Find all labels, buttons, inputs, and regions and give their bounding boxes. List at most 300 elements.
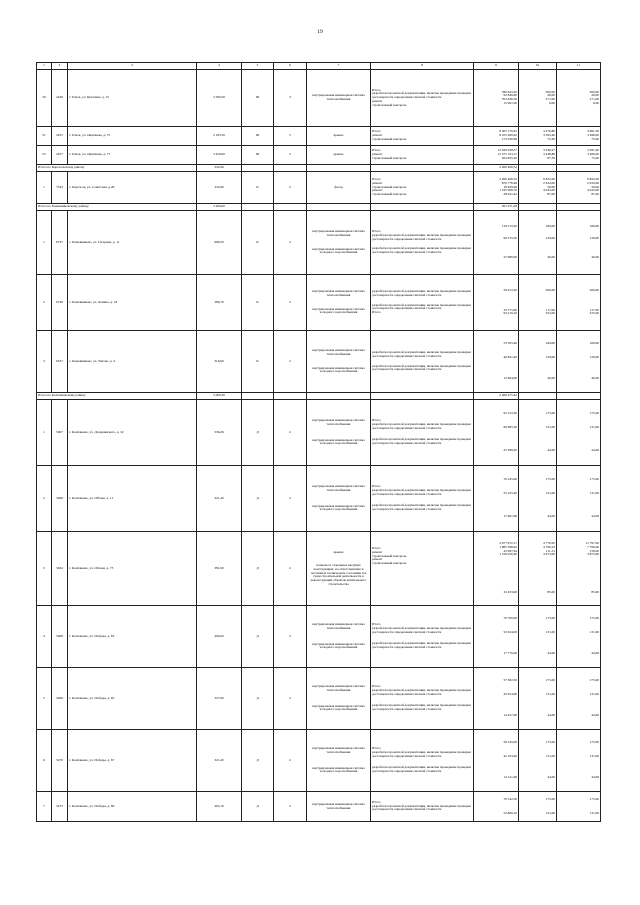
house-address: с. Кожевниково, ул. Титова, д. 4	[68, 331, 197, 393]
limit-value: 300,00	[589, 89, 599, 94]
summary-label: Итого по Каргасокскому району	[37, 165, 197, 172]
rate-value: 3 546,27	[543, 148, 555, 153]
wall-material: III	[242, 70, 274, 127]
cost-value: 33 575,90	[503, 307, 517, 312]
limit-value: 44,00	[591, 448, 599, 453]
rate-value: 4 770,65	[543, 541, 555, 546]
limit-per-unit	[557, 730, 601, 792]
design-label: разработка проектной документации, включая проведение проверки достоверности определения сметной стоимости	[372, 437, 471, 445]
limit-value: 85,00	[591, 590, 599, 594]
cost-value: 70 542,50	[503, 796, 517, 801]
table-row	[37, 792, 601, 822]
limit-value: 129,00	[589, 354, 599, 359]
house-area: 403,10	[197, 792, 242, 822]
cost	[474, 400, 519, 466]
cost-value: 17 776,00	[503, 651, 517, 656]
table-row	[37, 146, 601, 165]
col-header: 8	[371, 63, 474, 70]
design-label: разработка проектной документации, включая проведение проверки достоверности определения сметной стоимости	[372, 765, 471, 773]
col-header: 10	[519, 63, 557, 70]
work-type	[307, 275, 371, 331]
row-number: 1	[37, 172, 52, 204]
limit-value: 131,00	[589, 490, 599, 495]
design-label: разработка проектной документации, включая проведение проверки достоверности определения сметной стоимости	[372, 749, 471, 758]
work-type-item: внутридомовая инженерная система теплоснабжения	[312, 746, 365, 754]
cost	[474, 466, 519, 532]
cost-value: 264 825,20	[501, 155, 517, 160]
limit-value: 2 634,00	[587, 180, 599, 185]
cost-value: 52 924,00	[503, 629, 517, 634]
limit-value: 40,00	[591, 255, 599, 260]
summary-cost: 2 269 406,52	[474, 165, 519, 172]
limit-per-unit	[557, 172, 601, 204]
house-id: 5498	[52, 466, 68, 532]
rate-value: 2 634,00	[543, 180, 555, 185]
limit-per-unit	[557, 146, 601, 165]
cost	[474, 532, 519, 606]
design-label: разработка проектной документации, включая проведение проверки достоверности определения сметной стоимости	[372, 703, 471, 711]
house-address: г. Томск, ул. Ощепкова, д. 75	[68, 127, 197, 146]
total-label: Итого	[372, 310, 381, 314]
cost-value: 93 219,10	[503, 311, 517, 316]
col-header: 1	[37, 63, 52, 70]
floors: 2	[274, 730, 307, 792]
limit-value: 169,00	[589, 223, 599, 228]
col-header: 11	[557, 63, 601, 70]
wall-material: К	[242, 331, 274, 393]
cost	[474, 127, 519, 146]
limit-value: 87,00	[591, 192, 599, 196]
supervision-label: строительный контроль	[372, 561, 407, 565]
work-type-item: внутридомовая инженерная система холодного водоснабжения	[312, 703, 365, 712]
rate-value: 175,00	[545, 796, 555, 801]
work-type	[307, 606, 371, 668]
supervision-label: строительный контроль	[372, 102, 407, 107]
cost-value: 702 836,50	[501, 97, 517, 101]
work-type-item: внутридомовая инженерная система холодного водоснабжения	[312, 365, 365, 374]
repair-label: ремонт	[372, 180, 383, 185]
cost	[474, 275, 519, 331]
house-area: 404,00	[197, 606, 242, 668]
table-row	[37, 275, 601, 331]
limit-value: 3 561,00	[587, 148, 599, 153]
rate-value: 175,00	[545, 410, 555, 415]
limit-value: 131,00	[589, 424, 599, 429]
rate-value: 131,00	[545, 810, 555, 815]
cost	[474, 730, 519, 792]
house-id: 2455	[52, 127, 68, 146]
work-type-item: внутридомовая инженерная система холодного водоснабжения	[312, 503, 365, 512]
work-type	[307, 400, 371, 466]
wall-material: К	[242, 172, 274, 204]
work-detail	[371, 606, 474, 668]
limit-value: 175,00	[589, 796, 599, 801]
cost-value: 2 077 972,17	[499, 541, 517, 546]
work-type-item: внутридомовая инженерная система холодного водоснабжения	[312, 765, 365, 774]
col-header: 7	[307, 63, 371, 70]
table-row	[37, 466, 601, 532]
house-area: 286,70	[197, 275, 242, 331]
summary-label: Итого по Кожевниковскому району	[37, 204, 197, 211]
house-area: 327,90	[197, 668, 242, 730]
wall-material: Д	[242, 668, 274, 730]
house-area: 536,26	[197, 400, 242, 466]
cost-value: 40 841,40	[503, 354, 517, 359]
limit-value: 131,00	[589, 629, 599, 634]
limit-per-unit	[557, 211, 601, 275]
limit-value: 175,00	[589, 677, 599, 682]
rate-value: 6,00	[549, 100, 555, 105]
col-header: 9	[474, 63, 519, 70]
cost-value: 90 235,50	[503, 235, 517, 240]
cost-value: 27 980,00	[503, 255, 517, 260]
row-number: 1	[37, 211, 52, 275]
house-address: г. Томск, ул. Ощепкова, д. 77	[68, 146, 197, 165]
rate-value: 4 706,32	[543, 544, 555, 549]
cost-per-unit	[519, 400, 557, 466]
col-header: 6	[274, 63, 307, 70]
cost-per-unit	[519, 668, 557, 730]
floors: 2	[274, 532, 307, 606]
rate-value: 111,31	[545, 548, 555, 553]
total-label: Итого	[372, 684, 381, 689]
cost-value: 18 629,96	[503, 184, 517, 189]
cost-per-unit	[519, 792, 557, 822]
work-detail	[371, 792, 474, 822]
house-id: 7343	[52, 172, 68, 204]
house-id: 5464	[52, 532, 68, 606]
cost-value: 23 589,20	[503, 448, 517, 453]
floors: 2	[274, 275, 307, 331]
district-summary-row	[37, 204, 601, 211]
total-label: Итого	[372, 484, 381, 489]
total-label: Итого	[372, 546, 381, 551]
house-address: г. Колпашево, ул. Победы, д. 63	[68, 606, 197, 668]
capital-repair-table	[36, 62, 601, 822]
repair-label: ремонт	[372, 98, 383, 103]
rate-value: 87,39	[547, 155, 555, 160]
limit-value: 325,00	[589, 311, 599, 316]
repair-label: ремонт	[372, 152, 383, 157]
house-address: г. Колпашево, ул. Обская, д. 73	[68, 532, 197, 606]
rate-value: 117,00	[545, 307, 555, 312]
cost-per-unit	[519, 466, 557, 532]
rate-value: 6 822,00	[543, 177, 555, 182]
design-label: разработка проектной документации, включая проведение проверки достоверности определения сметной стоимости	[372, 687, 471, 696]
floors: 2	[274, 466, 307, 532]
limit-per-unit	[557, 275, 601, 331]
cost-value: 28 941,42	[503, 192, 517, 196]
cost-per-unit	[519, 606, 557, 668]
rate-value: 300,00	[545, 89, 555, 94]
house-area: 421,40	[197, 466, 242, 532]
limit-value: 75,00	[591, 136, 599, 141]
limit-value: 56,00	[591, 184, 599, 189]
house-id: 6327	[52, 331, 68, 393]
limit-per-unit	[557, 70, 601, 127]
cost-value: 53 505,40	[503, 340, 517, 345]
wall-material: Д	[242, 532, 274, 606]
table-row	[37, 127, 601, 146]
row-number: 6	[37, 730, 52, 792]
cost-value: 32 453,00	[503, 590, 517, 594]
work-type-item: внутридомовая инженерная система теплоснабжения	[312, 229, 365, 237]
work-type-item: внутридомовая инженерная система теплоснабжения	[312, 484, 365, 492]
work-detail	[371, 275, 474, 331]
floors: 2	[274, 668, 307, 730]
limit-value: 44,00	[591, 514, 599, 519]
table-row	[37, 400, 601, 466]
house-id: 5469	[52, 668, 68, 730]
limit-value: 131,00	[589, 753, 599, 758]
floors: 3	[274, 70, 307, 127]
row-number: 7	[37, 792, 52, 822]
limit-per-unit	[557, 400, 601, 466]
rate-value: 206,00	[545, 287, 555, 292]
house-id: 6737	[52, 211, 68, 275]
floors: 2	[274, 172, 307, 204]
house-area: 316,60	[197, 331, 242, 393]
design-label: разработка проектной документации, включая проведение проверки достоверности определения сметной стоимости	[372, 421, 471, 430]
work-type-item: внутридомовая инженерная система холодного водоснабжения	[312, 437, 365, 446]
work-type: внутридомовая инженерная система теплоснабжения	[307, 70, 371, 127]
rate-value: 3 393,46	[543, 133, 555, 138]
limit-value: 271,00	[589, 97, 599, 101]
supervision-label: строительный контроль	[372, 184, 407, 189]
floors: 2	[274, 606, 307, 668]
floors: 2	[274, 331, 307, 393]
floors: 2	[274, 211, 307, 275]
rate-value: 129,00	[545, 354, 555, 359]
work-detail	[371, 466, 474, 532]
total-label: Итого	[372, 148, 381, 153]
work-detail	[371, 532, 474, 606]
row-number: 51	[37, 127, 52, 146]
house-address: г. Колпашево, ул. Обская, д. 11	[68, 466, 197, 532]
cost-value: 42 103,40	[503, 753, 517, 758]
limit-per-unit	[557, 606, 601, 668]
row-number: 50	[37, 70, 52, 127]
cost-per-unit	[519, 146, 557, 165]
house-address: с. Кожевниково, ул. Гагарина, д. 11	[68, 211, 197, 275]
cost-value: 12 639 928,37	[497, 148, 517, 153]
work-type-item: внутридомовая инженерная система холодного водоснабжения	[312, 246, 365, 255]
cost-value: 62 846,00	[503, 93, 517, 98]
limit-per-unit	[557, 792, 601, 822]
cost	[474, 172, 519, 204]
limit-value: 169,00	[589, 340, 599, 345]
house-area: 321,40	[197, 730, 242, 792]
repair-label: ремонт	[372, 549, 383, 554]
work-type	[307, 532, 371, 606]
cost-per-unit	[519, 532, 557, 606]
district-summary-row	[37, 393, 601, 400]
house-address: г. Колпашево, ул. Дзержинского, д. 32	[68, 400, 197, 466]
table-row	[37, 172, 601, 204]
wall-material: Д	[242, 730, 274, 792]
rate-value: 44,00	[547, 514, 555, 519]
work-detail	[371, 211, 474, 275]
rate-value: 175,00	[545, 476, 555, 481]
work-type: внутридомовая инженерная система теплоснабжения	[307, 792, 371, 822]
design-label: разработка проектной документации, включая проведение проверки достоверности определения сметной стоимости	[372, 503, 471, 511]
cost-per-unit	[519, 730, 557, 792]
limit-value: 175,00	[589, 476, 599, 481]
rate-value: 325,00	[545, 311, 555, 316]
cost-value: 15 061,00	[503, 100, 517, 105]
work-type	[307, 211, 371, 275]
work-type-item: крыша	[333, 549, 344, 554]
wall-material: Д	[242, 466, 274, 532]
col-header: 4	[197, 63, 242, 70]
design-label: разработка проектной документации, включая проведение проверки достоверности определения сметной стоимости	[372, 803, 471, 812]
cost-value: 780 643,20	[501, 89, 517, 94]
row-number: 2	[37, 466, 52, 532]
cost-value: 14 141,60	[503, 775, 517, 780]
work-type	[307, 331, 371, 393]
cost	[474, 70, 519, 127]
limit-value: 75,00	[591, 155, 599, 160]
cost-value: 8 105 269,92	[499, 133, 517, 138]
cost-value: 172 930,89	[501, 136, 517, 141]
limit-value: 3 873,00	[587, 552, 599, 557]
work-detail	[371, 146, 474, 165]
floors: 5	[274, 127, 307, 146]
cost-per-unit	[519, 275, 557, 331]
cost-value: 8 305 170,81	[499, 129, 517, 134]
wall-material: Д	[242, 606, 274, 668]
row-number: 4	[37, 606, 52, 668]
rate-value: 44,00	[547, 651, 555, 656]
work-type: крыша	[307, 127, 371, 146]
work-type	[307, 668, 371, 730]
row-number: 3	[37, 532, 52, 606]
house-address: г. Колпашево, ул. Победы, д. 65	[68, 668, 197, 730]
floors: 2	[274, 792, 307, 822]
work-type	[307, 730, 371, 792]
house-area: 381,90	[197, 532, 242, 606]
house-address: с. Каргасок, ул. Советская, д.29	[68, 172, 197, 204]
cost	[474, 606, 519, 668]
rate-value: 3 448,86	[543, 152, 555, 157]
cost-value: 118 213,20	[501, 223, 517, 228]
cost-value: 17 661,60	[503, 514, 517, 519]
design-label: разработка проектной документации, включая проведение проверки достоверности определения сметной стоимости	[372, 91, 471, 100]
rate-value: 3 673,00	[543, 552, 555, 557]
work-type-item: подвалы в отдельных несущих конструкциях, на ответственных и частичных техническом состоянии и к градостроительной деятельности в реконструкции объектов капитального строительства	[310, 563, 367, 586]
house-id: 2436	[52, 70, 68, 127]
col-header: 3	[68, 63, 197, 70]
limit-per-unit	[557, 466, 601, 532]
total-label: Итого	[372, 418, 381, 423]
table-row	[37, 331, 601, 393]
cost-value: 70 245,00	[503, 476, 517, 481]
house-address: г. Томск, ул. Кулагина, д. 15	[68, 70, 197, 127]
total-label: Итого	[372, 87, 381, 92]
limit-per-unit	[557, 127, 601, 146]
limit-value: 3 466,00	[587, 152, 599, 157]
house-address: с. Кожевниково, ул. Ленина, д. 18	[68, 275, 197, 331]
rate-value: 4 043,00	[543, 188, 555, 193]
house-address: г. Колпашево, ул. Победы, д. 69	[68, 792, 197, 822]
summary-area: 5 006,30	[197, 393, 242, 400]
work-type-item: внутридомовая инженерная система теплоснабжения	[312, 348, 365, 356]
limit-value: 3 961,00	[587, 129, 599, 134]
limit-value: 11 797,00	[585, 541, 599, 546]
limit-value: 131,00	[589, 810, 599, 815]
table-row	[37, 211, 601, 275]
work-type-item: внутридомовая инженерная система теплоснабжения	[312, 622, 365, 630]
rate-value: 87,00	[547, 192, 555, 196]
summary-area: 332,66	[197, 165, 242, 172]
limit-value: 4 043,00	[587, 188, 599, 193]
limit-value: 129,00	[589, 235, 599, 240]
cost	[474, 668, 519, 730]
summary-cost: 261 971,00	[474, 204, 519, 211]
work-type-item: внутридомовая инженерная система холодного водоснабжения	[312, 306, 365, 315]
rate-value: 44,00	[547, 775, 555, 780]
wall-material: Д	[242, 400, 274, 466]
limit-per-unit	[557, 668, 601, 730]
rate-value: 26,00	[547, 93, 555, 98]
work-detail	[371, 668, 474, 730]
cost-value: 12 375 103,17	[497, 152, 517, 157]
house-id: 2457	[52, 146, 68, 165]
cost-value: 59 472,20	[503, 287, 517, 292]
design-label: разработка проектной документации, включая проведение проверки достоверности определения сметной стоимости	[372, 289, 471, 297]
house-id: 5470	[52, 730, 68, 792]
page-number: 19	[317, 29, 323, 35]
wall-material: К	[242, 211, 274, 275]
summary-label: Итого по Колпашевскому району	[37, 393, 197, 400]
total-label: Итого	[372, 622, 381, 627]
supervision-label: строительный контроль	[372, 553, 407, 558]
repair-label: ремонт	[372, 188, 383, 193]
limit-value: 3 498,00	[587, 133, 599, 138]
work-type-item: внутридомовая инженерная система теплоснабжения	[312, 418, 365, 426]
total-label: Итого	[372, 799, 381, 804]
cost-value: 42 954,90	[503, 691, 517, 696]
cost-per-unit	[519, 70, 557, 127]
limit-per-unit	[557, 532, 601, 606]
work-detail	[371, 70, 474, 127]
cost-value: 1 985 398,62	[499, 544, 517, 549]
work-detail	[371, 172, 474, 204]
cost-value: 1 316 050,40	[499, 552, 517, 557]
cost-value: 52 806,10	[503, 810, 517, 815]
house-area: 332,66	[197, 172, 242, 204]
house-id: 5473	[52, 792, 68, 822]
supervision-label: строительный контроль	[372, 136, 407, 141]
row-number: 52	[37, 146, 52, 165]
total-label: Итого	[372, 129, 381, 134]
rate-value: 85,00	[547, 590, 555, 594]
rate-value: 131,00	[545, 490, 555, 495]
total-label: Итого	[372, 746, 381, 751]
cost	[474, 792, 519, 822]
cost-value: 56 245,00	[503, 739, 517, 744]
design-label: разработка проектной документации, включая проведение проверки достоверности определения сметной стоимости	[372, 487, 471, 496]
house-id: 5468	[52, 606, 68, 668]
rate-value: 44,00	[547, 713, 555, 718]
cost-value: 1 345 008,70	[499, 188, 517, 193]
rate-value: 271,00	[545, 97, 555, 101]
cost	[474, 211, 519, 275]
summary-cost: 2 466 475,42	[474, 393, 519, 400]
row-number: 2	[37, 275, 52, 331]
rate-value: 175,00	[545, 677, 555, 682]
house-area: 2 590,50	[197, 70, 242, 127]
